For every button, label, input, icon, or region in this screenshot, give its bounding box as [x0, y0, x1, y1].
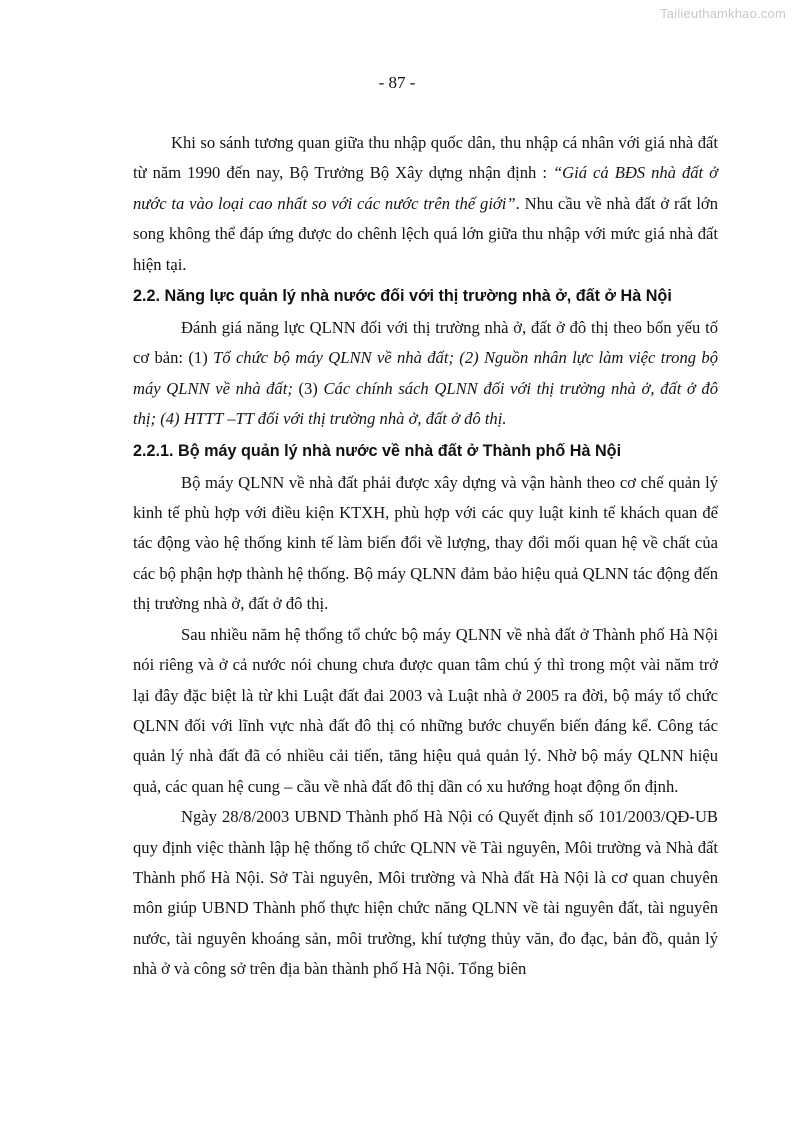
section-heading-2-2-1: 2.2.1. Bộ máy quản lý nhà nước về nhà đất ở Thành phố Hà Nội: [133, 441, 622, 460]
paragraph-intro-quote: “Giá cả BĐS nhà đất ở nước ta vào loại cao nhất so với các nước trên thế giới”: [133, 163, 719, 213]
paragraph-capacity: [133, 313, 718, 435]
section-heading-2-2: 2.2. Năng lực quản lý nhà nước đối với thị trường nhà ở, đất ở Hà Nội: [133, 287, 672, 306]
paragraph-decision: Ngày 28/8/2003 UBND Thành phố Hà Nội có Quyết định số 101/2003/QĐ-UB quy định việc thành lập hệ thống tổ chức QLNN về Tài nguyên, Môi trường và Nhà đất Thành phố Hà Nội. Sở Tài nguyên, Môi trường và Nhà đất Hà Nội là cơ quan chuyên môn giúp UBND Thành phố thực hiện chức năng QLNN về tài nguyên đất, tài nguyên nước, tài nguyên khoáng sản, môi trường, khí tượng thủy văn, đo đạc, bản đồ, quản lý nhà ở và công sở trên địa bàn thành phố Hà Nội. Tổng biên: [133, 807, 718, 979]
paragraph-capacity-italic-2: Các chính sách QLNN đối với thị trường nhà ở, đất ở đô thị; (4) HTTT –TT đối với thị trường nhà ở, đất ở đô thị.: [133, 378, 718, 429]
paragraph-intro-text-a: Khi so sánh tương quan giữa thu nhập quốc dân, thu nhập cá nhân với giá nhà đất từ năm 1990 đến nay, Bộ Trưởng Bộ Xây dựng nhận định :: [133, 133, 718, 183]
page-number: - 87 -: [378, 73, 416, 92]
paragraph-intro-text-b: . Nhu cầu về nhà đất ở rất lớn song không thể đáp ứng được do chênh lệch quá lớn giữa thu nhập với mức giá nhà đất hiện tại.: [133, 193, 719, 274]
watermark-text: Tailieuthamkhao.com: [660, 6, 786, 21]
paragraph-history: Sau nhiều năm hệ thống tổ chức bộ máy QLNN về nhà đất ở Thành phố Hà Nội nói riêng và ở cả nước nói chung chưa được quan tâm chú ý thì trong một vài năm trở lại đây đặc biệt là từ khi Luật đất đai 2003 và Luật nhà ở 2005 ra đời, bộ máy tổ chức QLNN đối với lĩnh vực nhà đất đô thị có những bước chuyển biến đáng kể. Công tác quản lý nhà đất đã có nhiều cải tiến, tăng hiệu quả quản lý. Nhờ bộ máy QLNN hiệu quả, các quan hệ cung – cầu về nhà đất đô thị dần có xu hướng hoạt động ổn định.: [133, 624, 718, 796]
document-body: [133, 128, 718, 985]
paragraph-capacity-text-a: Đánh giá năng lực QLNN đối với thị trường nhà ở, đất ở đô thị theo bốn yếu tố cơ bản: (1): [133, 318, 718, 368]
paragraph-apparatus: Bộ máy QLNN về nhà đất phải được xây dựng và vận hành theo cơ chế quản lý kinh tế phù hợp với điều kiện KTXH, phù hợp với các quy luật kinh tế khách quan để tác động vào hệ thống kinh tế làm biến đổi về lượng, thay đổi mối quan hệ về chất của các bộ phận hợp thành hệ thống. Bộ máy QLNN đảm bảo hiệu quả QLNN tác động đến thị trường nhà ở, đất ở đô thị.: [133, 472, 718, 614]
paragraph-capacity-text-b: (3): [292, 378, 324, 398]
paragraph-capacity-italic-1: Tổ chức bộ máy QLNN về nhà đất; (2) Nguồn nhân lực làm việc trong bộ máy QLNN về nhà đất;: [133, 348, 718, 398]
paragraph-intro: [133, 128, 718, 280]
